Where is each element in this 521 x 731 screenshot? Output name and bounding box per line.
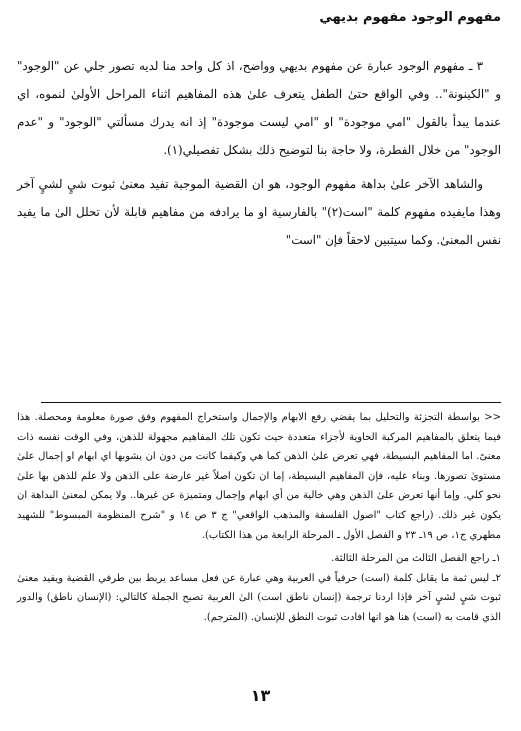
paragraph: ٣ ـ مفهوم الوجود عبارة عن مفهوم بديهي وواضح، اذ كل واحد منا لديه تصور جلي عن "الوجود" و "الكينونة".. وفي الواقع حتىٰ الطفل يتعرف علىٰ هذه المفاهيم اثناء المراحل الأولىٰ لنموه، اي عندما يبدأ بالقول "امي موجودة" او "امي ليست موجودة" إذ انه يدرك مسألتي "الوجود" و "عدم الوجود" من خلال الفطرة، ولا حاجة بنا لتوضيح ذلك بشكل تفصيلي(١). <box>17 59 501 157</box>
main-text <box>17 52 501 254</box>
footnote-continuation: << بواسطة التجزئة والتحليل بما يفضي رفع الابهام والإجمال واستخراج المفهوم وفق صورة معلومة ومحصلة. هذا فيما يتعلق بالمفاهيم المركبة الحاوية لأجزاء متعددة حيث تكون تلك المفاهيم مجهولة للذهن، وفي الوقت نفسه ذات معنىً. اما المفاهيم البسيطة، فهي تعرض علىٰ الذهن كما هي وكيفما كانت من دون ان يشوبها اي ابهام او إجمال علىٰ مستوىٰ تصورها. وبناء عليه، فإن المفاهيم البسيطة، إما ان تكون اصلاً غير عارضة على الذهن ولا علم للذهن بها علىٰ نحو كلي. وإما أنها تعرض علىٰ الذهن وهي خالية من أي ابهام وإجمال ومتميزة عن غيرها.. ولا يمكن لمعنىٰ البداهة ان يكون غير ذلك. (راجع كتاب "اصول الفلسفة والمذهب الواقعي" ج ٣ ص ١٤ و "شرح المنظومة المبسوط" للشهيد مطهري ج١، ص ١٩ـ ٢٣ و الفصل الأول ـ المرحلة الرابعة من هذا الكتاب). <box>17 412 501 541</box>
footnote-2: ٢ـ ليس ثمة ما يقابل كلمة (است) حرفياً في العربية وهي عبارة عن فعل مساعد يربط بين طرفي القضية ويفيد معنىٰ ثبوت شيٍ لشيٍ آخر فإذا اردنا ترجمة (إنسان ناطق است) الىٰ العربية تصبح الجملة كالتالي: (الإنسان ناطق) والدور الذي قامت به (است) هنا هو انها افادت ثبوت النطق للإنسان. (المترجم). <box>17 572 501 623</box>
running-header: مفهوم الوجود مفهوم بديهي <box>319 10 501 25</box>
footnotes <box>17 408 501 628</box>
footnote-1: ١ـ راجع الفصل الثالث من المرحلة الثالثة. <box>331 553 501 565</box>
paragraph: والشاهد الآخر علىٰ بداهة مفهوم الوجود، هو ان القضية الموجبة تفيد معنىٰ ثبوت شيٍ لشيٍ آخر وهذا مايفيده مفهوم كلمة "است(٢)" بالفارسية او ما يرادفه من مفاهيم قابلة لأن تحلل الىٰ ما يفيد نفس المعنىٰ. وكما سيتبين لاحقاً فإن "است" <box>17 177 501 247</box>
footnote-separator <box>41 402 501 403</box>
page-number: ١٣ <box>250 686 271 705</box>
